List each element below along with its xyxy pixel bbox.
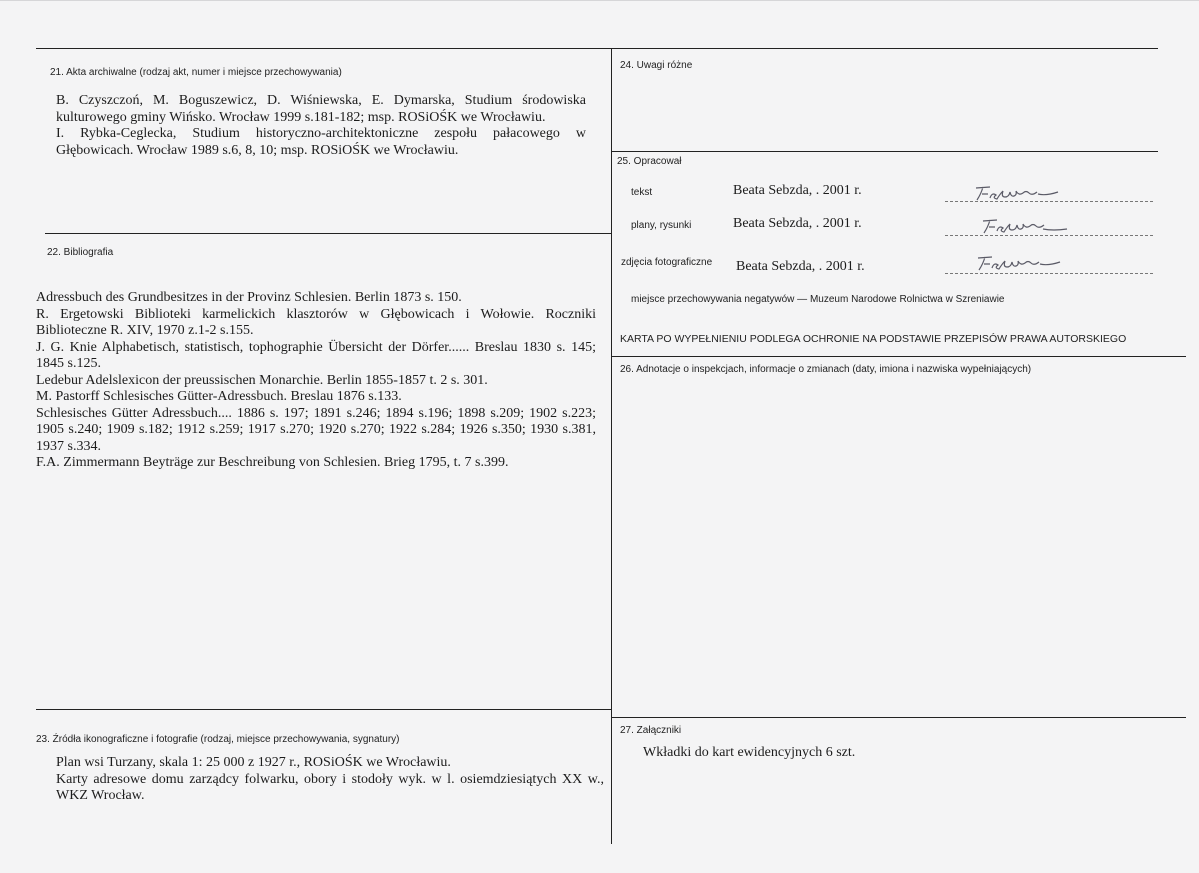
rule-24-25 [612, 151, 1158, 152]
section-27-label: 27. Załączniki [620, 725, 682, 736]
section-23-label: 23. Źródła ikonograficzne i fotografie (rodzaj, miejsce przechowywania, sygnatury) [36, 734, 400, 745]
rule-top-left [36, 48, 612, 49]
bibliography-entry-1: Adressbuch des Grundbesitzes in der Provinz Schlesien. Berlin 1873 s. 150. [36, 290, 462, 305]
attachments-text: Wkładki do kart ewidencyjnych 6 szt. [643, 745, 856, 760]
bibliography-entry-4: Ledebur Adelslexicon der preussischen Monarchie. Berlin 1855-1857 t. 2 s. 301. [36, 372, 488, 388]
section-21-content [56, 93, 586, 159]
author-row-photos-label: zdjęcia fotograficzne [621, 257, 713, 268]
rule-25-26 [612, 356, 1186, 357]
section-26-label: 26. Adnotacje o inspekcjach, informacje o zmianach (daty, imiona i nazwiska wypełniających) [620, 364, 1032, 375]
rule-21-22 [45, 233, 611, 234]
author-row-text-value: Beata Sebzda, . 2001 r. [733, 183, 862, 198]
archive-entry-2: I. Rybka-Ceglecka, Studium historyczno-architektoniczne zespołu pałacowego w Głębowicach. Wrocław 1989 s.6, 8, 10; msp. ROSiOŚK we Wrocławiu. [56, 126, 586, 158]
signature-1-icon [968, 184, 1078, 206]
rule-top-right [612, 48, 1158, 49]
column-divider [611, 48, 612, 844]
bibliography-entry-6: Schlesisches Gütter Adressbuch.... 1886 s. 197; 1891 s.246; 1894 s.196; 1898 s.209; 1902 s.223; 1905 s.240; 1909 s.182; 1912 s.259; 1917 s.270; 1920 s.270; 1922 s.284; 1926 s.350; 1930 s.381, 1937 s.334. [36, 405, 596, 454]
rule-22-23 [36, 709, 612, 710]
negatives-location: miejsce przechowywania negatywów — Muzeum Narodowe Rolnictwa w Szreniawie [631, 294, 1005, 305]
rule-26-27 [612, 717, 1186, 718]
bibliography-entry-3: J. G. Knie Alphabetisch, statistisch, tophographie Übersicht der Dörfer...... Breslau 1830 s. 145; 1845 s.125. [36, 339, 596, 371]
section-25-label: 25. Opracował [617, 156, 682, 167]
copyright-notice: KARTA PO WYPEŁNIENIU PODLEGA OCHRONIE NA PODSTAWIE PRZEPISÓW PRAWA AUTORSKIEGO [620, 333, 1127, 345]
section-24-label: 24. Uwagi różne [620, 60, 693, 71]
section-23-content [56, 755, 604, 805]
bibliography-entry-2: R. Ergetowski Biblioteki karmelickich klasztorów w Głębowicach i Wołowie. Roczniki Biblioteczne R. XIV, 1970 z.1-2 s.155. [36, 306, 596, 338]
bibliography-entry-7: F.A. Zimmermann Beyträge zur Beschreibung von Schlesien. Brieg 1795, t. 7 s.399. [36, 455, 509, 470]
bibliography-entry-5: M. Pastorff Schlesisches Gütter-Adressbuch. Breslau 1876 s.133. [36, 389, 402, 404]
author-row-photos-value: Beata Sebzda, . 2001 r. [736, 259, 865, 274]
archive-entry-1: B. Czyszczoń, M. Boguszewicz, D. Wiśniewska, E. Dymarska, Studium środowiska kulturowego gminy Wińsko. Wrocław 1999 s.181-182; msp. ROSiOŚK we Wrocławiu. [56, 93, 586, 125]
signature-2-icon [975, 217, 1075, 239]
iconography-entry-1: Plan wsi Turzany, skala 1: 25 000 z 1927 r., ROSiOŚK we Wrocławiu. [56, 755, 451, 770]
author-row-plans-value: Beata Sebzda, . 2001 r. [733, 216, 862, 231]
section-21-label: 21. Akta archiwalne (rodzaj akt, numer i miejsce przechowywania) [50, 67, 342, 78]
author-row-text-label: tekst [631, 187, 653, 198]
signature-3-icon [970, 254, 1080, 276]
iconography-entry-2: Karty adresowe domu zarządcy folwarku, obory i stodoły wyk. w l. osiemdziesiątych XX w., WKZ Wrocław. [56, 771, 604, 803]
section-22-label: 22. Bibliografia [47, 247, 114, 258]
author-row-plans-label: plany, rysunki [631, 220, 692, 231]
section-22-content [36, 290, 596, 472]
